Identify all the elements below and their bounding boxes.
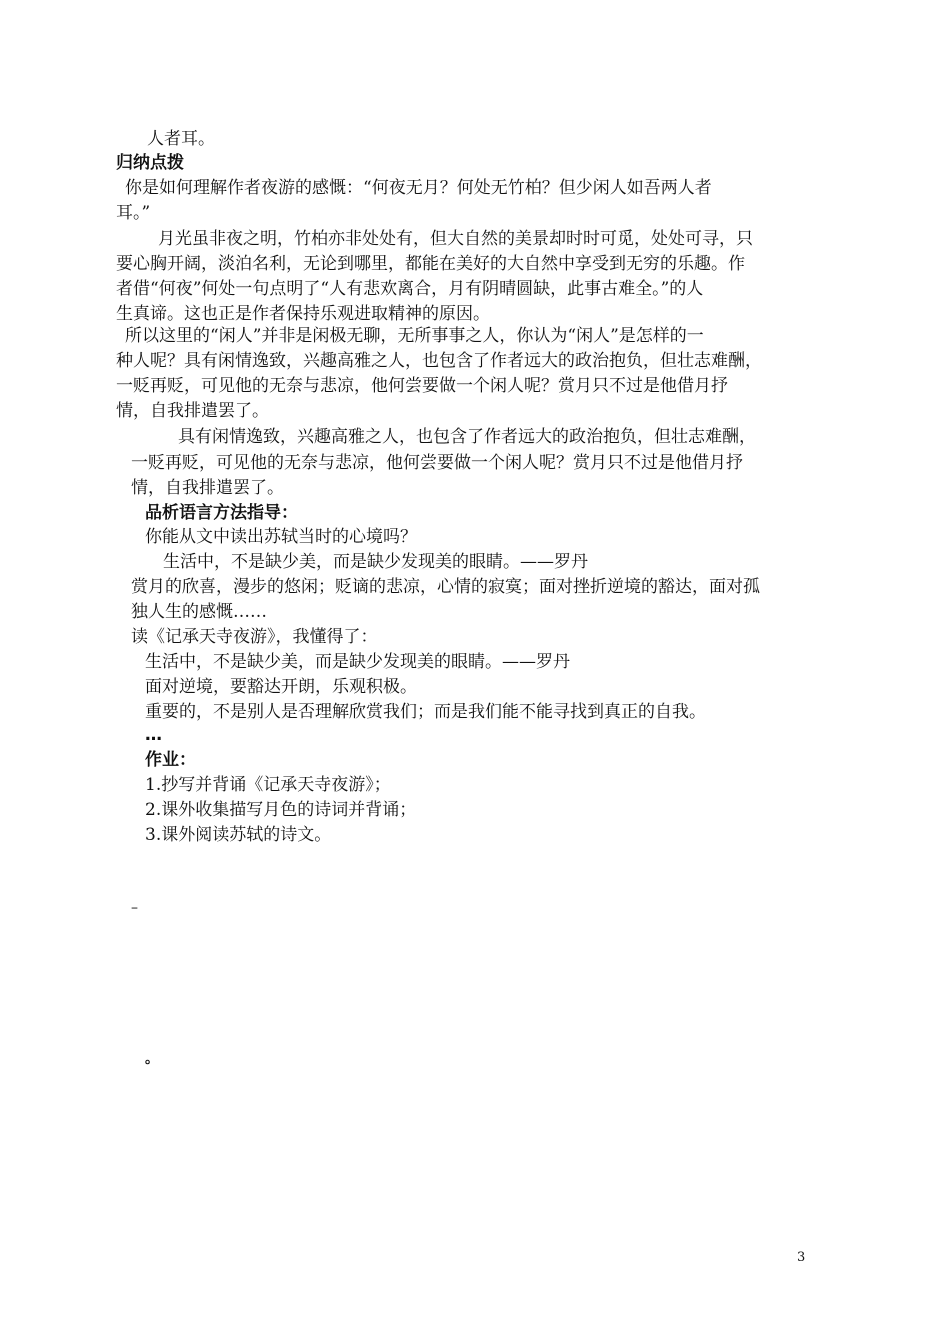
page-number: 3: [797, 1250, 806, 1265]
quote-line: 生活中，不是缺少美，而是缺少发现美的眼睛。——罗丹: [163, 552, 588, 572]
stray-dash: –: [131, 900, 138, 916]
answer2-line-3: 情，自我排遣罢了。: [131, 478, 284, 498]
question2-line-3: 一贬再贬，可见他的无奈与悲凉，他何尝要做一个闲人呢？赏月只不过是他借月抒: [116, 376, 728, 396]
question1-line-1: 你是如何理解作者夜游的感慨：“何夜无月？何处无竹柏？但少闲人如吾两人者: [125, 178, 712, 198]
answer2-line-1: 具有闲情逸致，兴趣高雅之人，也包含了作者远大的政治抱负，但壮志难酬，: [178, 427, 756, 447]
homework-item-2: 2.课外收集描写月色的诗词并背诵；: [145, 800, 417, 820]
summary-heading: 归纳点拨: [116, 153, 184, 173]
language-question: 你能从文中读出苏轼当时的心境吗？: [145, 527, 417, 547]
homework-heading: 作业：: [145, 750, 196, 770]
learned-intro: 读《记承天寺夜游》，我懂得了：: [131, 627, 378, 647]
learned-item-3: 重要的，不是别人是否理解欣赏我们；而是我们能不能寻找到真正的自我。: [145, 702, 706, 722]
homework-item-3: 3.课外阅读苏轼的诗文。: [145, 825, 332, 845]
stray-dot: 。: [145, 1051, 159, 1067]
answer1-line-1: 月光虽非夜之明，竹柏亦非处处有，但大自然的美景却时时可觅，处处可寻，只: [158, 229, 753, 249]
question1-line-2: 耳。”: [116, 203, 151, 223]
question2-line-2: 种人呢？具有闲情逸致，兴趣高雅之人，也包含了作者远大的政治抱负，但壮志难酬，: [116, 351, 762, 371]
mood-line-1: 赏月的欣喜，漫步的悠闲；贬谪的悲凉，心情的寂寞；面对挫折逆境的豁达，面对孤: [131, 577, 760, 597]
mood-line-2: 独人生的感慨……: [131, 602, 267, 622]
answer2-line-2: 一贬再贬，可见他的无奈与悲凉，他何尝要做一个闲人呢？赏月只不过是他借月抒: [131, 453, 743, 473]
homework-item-1: 1.抄写并背诵《记承天寺夜游》；: [145, 775, 391, 795]
answer1-line-2: 要心胸开阔，淡泊名利，无论到哪里，都能在美好的大自然中享受到无穷的乐趣。作: [116, 254, 745, 274]
answer1-line-4: 生真谛。这也正是作者保持乐观进取精神的原因。: [116, 304, 490, 324]
learned-item-2: 面对逆境，要豁达开朗，乐观积极。: [145, 677, 417, 697]
language-heading: 品析语言方法指导：: [145, 503, 298, 523]
answer1-line-3: 者借“何夜”何处一句点明了“人有悲欢离合，月有阴晴圆缺，此事古难全。”的人: [116, 279, 704, 299]
intro-line: 人者耳。: [147, 129, 215, 149]
question2-line-1: 所以这里的“闲人”并非是闲极无聊，无所事事之人，你认为“闲人”是怎样的一: [125, 326, 704, 346]
ellipsis-mark: …: [145, 725, 162, 745]
question2-line-4: 情，自我排遣罢了。: [116, 401, 269, 421]
learned-item-1: 生活中，不是缺少美，而是缺少发现美的眼睛。——罗丹: [145, 652, 570, 672]
